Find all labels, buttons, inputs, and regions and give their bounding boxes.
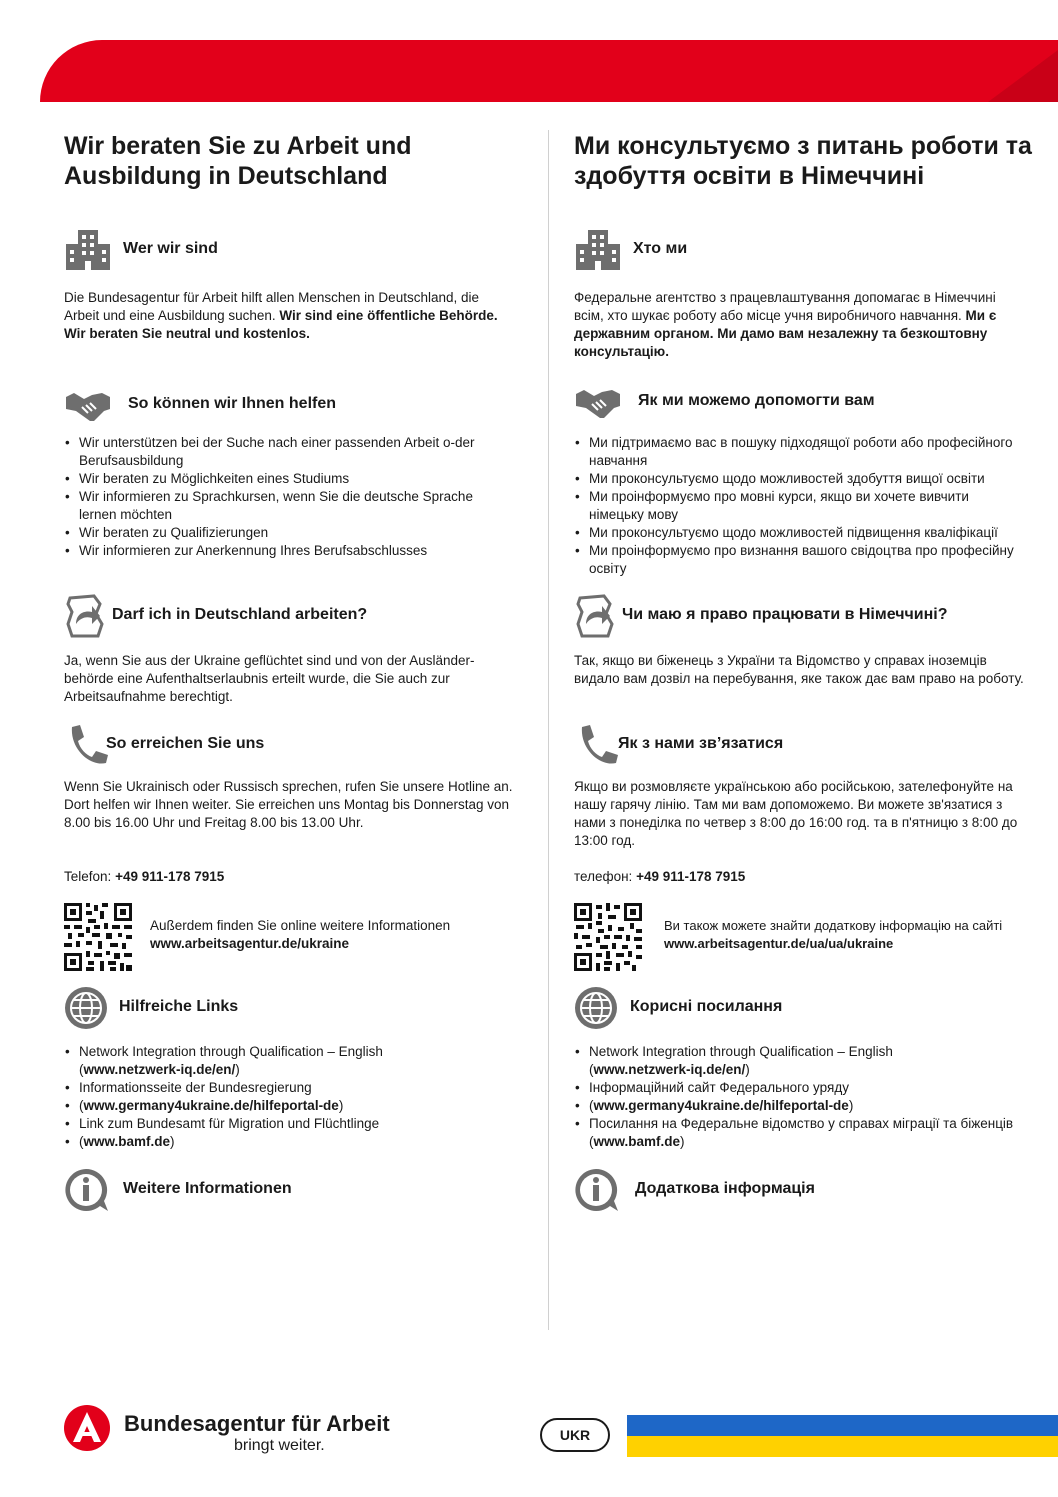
list-item: • Ми проконсультуємо щодо можливостей підвищення кваліфікації: [574, 524, 1024, 542]
building-icon: [574, 228, 622, 272]
section-who-heading: Wer wir sind: [123, 240, 218, 257]
link-netzwerk-iq[interactable]: www.netzwerk-iq.de/en/: [83, 1062, 236, 1077]
list-item: • Wir beraten zu Möglichkeiten eines Studiums: [64, 470, 514, 488]
section-work-text: Ja, wenn Sie aus der Ukraine geflüchtet sind und von der Ausländer-behörde eine Aufenthaltserlaubnis erteilt wurde, die Sie auch zur Arbeitsaufnahme berechtigt.: [64, 653, 475, 704]
link-bamf[interactable]: www.bamf.de: [593, 1134, 681, 1149]
section-more-heading: Weitere Informationen: [123, 1180, 292, 1197]
page-title: Wir beraten Sie zu Arbeit und Ausbildung in Deutschland: [64, 132, 412, 190]
list-item: • (www.germany4ukraine.de/hilfeportal-de): [574, 1097, 1024, 1115]
section-help-heading: So können wir Ihnen helfen: [128, 395, 337, 412]
section-contact-header: [64, 723, 534, 767]
phone-icon: [64, 723, 112, 767]
qr-block-uk: [574, 903, 1044, 973]
section-contact-header-uk: [574, 723, 1044, 767]
list-item: • Informationsseite der Bundesregierung: [64, 1079, 514, 1097]
section-links-header-uk: [574, 986, 1044, 1030]
phone-line: Telefon: +49 911-178 7915: [64, 869, 225, 884]
map-arrow-icon: [64, 594, 112, 638]
help-list-uk: [574, 434, 1024, 578]
info-icon: [64, 1168, 112, 1212]
list-item: • Wir informieren zu Sprachkursen, wenn Sie die deutsche Sprache lernen möchten: [64, 488, 514, 524]
globe-icon: [574, 986, 622, 1030]
links-list: [64, 1043, 514, 1151]
qr-url-link[interactable]: www.arbeitsagentur.de/ua/ua/ukraine: [664, 936, 894, 951]
help-list: [64, 434, 514, 560]
section-who-text: Die Bundesagentur für Arbeit hilft allen Menschen in Deutschland, die Arbeit und eine Ausbildung suchen. Wir sind eine öffentliche Behörde. Wir beraten Sie neutral und kostenlos.: [64, 290, 498, 341]
handshake-icon: [64, 383, 112, 427]
list-item: • Ми проінформуємо про визнання вашого свідоцтва про професійну освіту: [574, 542, 1024, 578]
qr-text: Außerdem finden Sie online weitere Informationen www.arbeitsagentur.de/ukraine: [150, 917, 530, 953]
list-item: • Ми підтримаємо вас в пошуку підходящої роботи або професійного навчання: [574, 434, 1024, 470]
section-contact-heading-uk: Як з нами зв’язатися: [618, 735, 784, 752]
list-item: • Network Integration through Qualification – English (www.netzwerk-iq.de/en/): [64, 1043, 514, 1079]
phone-icon: [574, 723, 622, 767]
page-title-uk: Ми консультуємо з питань роботи та здобуття освіти в Німеччині: [574, 132, 1032, 190]
section-more-header-uk: [574, 1168, 1044, 1212]
section-work-header-uk: [574, 594, 1044, 638]
list-item: • Ми проінформуємо про мовні курси, якщо ви хочете вивчити німецьку мову: [574, 488, 1024, 524]
agency-tagline: bringt weiter.: [234, 1437, 325, 1454]
ukraine-flag: [627, 1415, 1058, 1457]
list-item: • Ми проконсультуємо щодо можливостей здобуття вищої освіти: [574, 470, 1024, 488]
section-who-header: [64, 228, 534, 272]
phone-number[interactable]: +49 911-178 7915: [636, 869, 746, 884]
section-contact-heading: So erreichen Sie uns: [106, 735, 265, 752]
link-germany4ukraine[interactable]: www.germany4ukraine.de/hilfeportal-de: [593, 1098, 849, 1113]
agency-logo: [64, 1405, 424, 1465]
section-who-header-uk: [574, 228, 1044, 272]
section-work-heading: Darf ich in Deutschland arbeiten?: [112, 606, 368, 623]
section-who-heading-uk: Хто ми: [633, 240, 688, 257]
qr-code-icon[interactable]: [64, 903, 132, 971]
section-more-header: [64, 1168, 534, 1212]
building-icon: [64, 228, 112, 272]
links-list-uk: [574, 1043, 1024, 1151]
qr-text-uk: Ви також можете знайти додаткову інформацію на сайті www.arbeitsagentur.de/ua/ua/ukraine: [664, 917, 1044, 953]
section-work-text-uk: Так, якщо ви біженець з України та Відомство у справах іноземців видало вам дозвіл на перебування, яке також дає вам право на роботу.: [574, 653, 1024, 686]
link-netzwerk-iq[interactable]: www.netzwerk-iq.de/en/: [593, 1062, 746, 1077]
list-item: • (www.bamf.de): [64, 1133, 514, 1151]
section-help-header: [64, 383, 534, 427]
list-item: • Link zum Bundesamt für Migration und Flüchtlinge: [64, 1115, 514, 1133]
section-contact-text: Wenn Sie Ukrainisch oder Russisch sprechen, rufen Sie unsere Hotline an. Dort helfen wir Ihnen weiter. Sie erreichen uns Montag bis Donnerstag von 8.00 bis 16.00 Uhr und Freitag 8.00 bis 13.00 Uhr.: [64, 779, 513, 830]
section-who-text-uk: Федеральне агентство з працевлаштування допомагає в Німеччині всім, хто шукає роботу або місце учня виробничого навчання. Ми є державним органом. Ми дамо вам незалежну та безкоштовну консультацію.: [574, 290, 997, 359]
list-item: • Wir beraten zu Qualifizierungen: [64, 524, 514, 542]
agency-name: Bundesagentur für Arbeit: [124, 1411, 390, 1436]
section-links-heading: Hilfreiche Links: [119, 998, 239, 1015]
link-germany4ukraine[interactable]: www.germany4ukraine.de/hilfeportal-de: [83, 1098, 339, 1113]
list-item: • Network Integration through Qualification – English (www.netzwerk-iq.de/en/): [574, 1043, 1024, 1079]
ukrainian-column: [574, 0, 1032, 1340]
qr-code-icon[interactable]: [574, 903, 642, 971]
info-icon: [574, 1168, 622, 1212]
section-links-heading-uk: Корисні посилання: [630, 998, 783, 1015]
link-bamf[interactable]: www.bamf.de: [83, 1134, 171, 1149]
list-item: • (www.germany4ukraine.de/hilfeportal-de): [64, 1097, 514, 1115]
section-contact-text-uk: Якщо ви розмовляєте українською або російською, зателефонуйте на нашу гарячу лінію. Там ми вам допоможемо. Ви можете зв'язатися з нами з понеділка по четвер з 8:00 до 16:00 год. та в п'ятницю з 8:00 до 13:00 год.: [574, 779, 1018, 848]
list-item: • Посилання на Федеральне відомство у справах міграції та біженців (www.bamf.de): [574, 1115, 1024, 1151]
section-links-header: [64, 986, 534, 1030]
phone-number[interactable]: +49 911-178 7915: [115, 869, 225, 884]
qr-block: [64, 903, 534, 973]
handshake-icon: [574, 380, 622, 424]
qr-url-link[interactable]: www.arbeitsagentur.de/ukraine: [150, 936, 350, 951]
section-work-heading-uk: Чи маю я право працювати в Німеччині?: [622, 606, 948, 623]
column-divider: [548, 130, 549, 1330]
section-more-heading-uk: Додаткова інформація: [635, 1180, 815, 1197]
globe-icon: [64, 986, 112, 1030]
map-arrow-icon: [574, 594, 622, 638]
agency-logo-icon: [64, 1405, 110, 1451]
section-help-header-uk: [574, 380, 1044, 424]
list-item: • Інформаційний сайт Федерального уряду: [574, 1079, 1024, 1097]
section-help-heading-uk: Як ми можемо допомогти вам: [638, 392, 875, 409]
list-item: • Wir unterstützen bei der Suche nach einer passenden Arbeit o-der Berufsausbildung: [64, 434, 514, 470]
list-item: • Wir informieren zur Anerkennung Ihres Berufsabschlusses: [64, 542, 514, 560]
phone-line-uk: телефон: +49 911-178 7915: [574, 869, 746, 884]
german-column: [64, 0, 514, 1340]
section-work-header: [64, 594, 534, 638]
language-badge: UKR: [540, 1418, 610, 1452]
